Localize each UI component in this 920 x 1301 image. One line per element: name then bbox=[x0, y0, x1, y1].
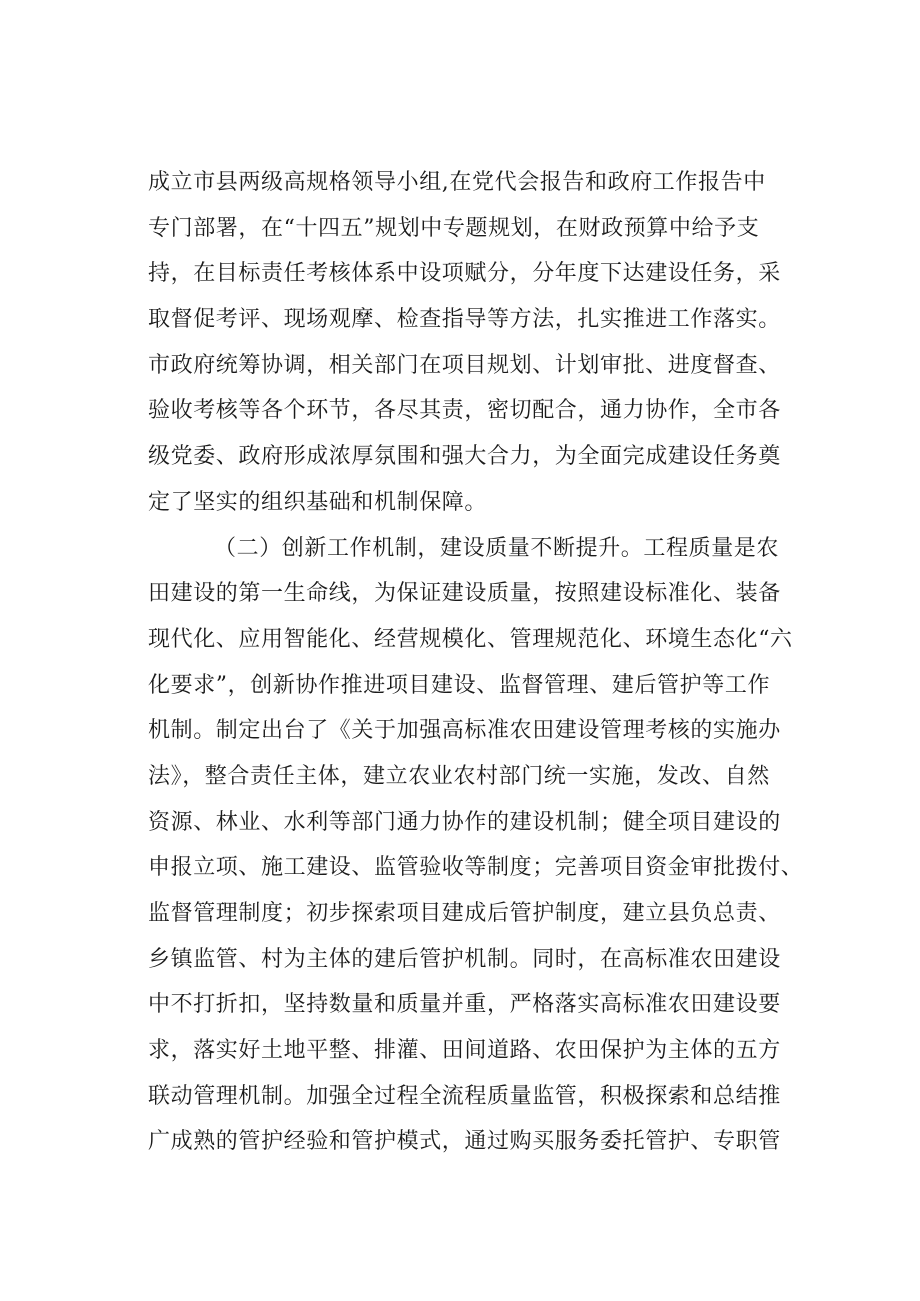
text-line: 级党委、政府形成浓厚氛围和强大合力，为全面完成建设任务奠 bbox=[148, 444, 781, 470]
text-line: 成立市县两级高规格领导小组,在党代会报告和政府工作报告中 bbox=[148, 170, 766, 195]
text-line: 联动管理机制。加强全过程全流程质量监管，积极探索和总结推 bbox=[148, 1083, 781, 1109]
text-line: 持，在目标责任考核体系中设项赋分，分年度下达建设任务，采 bbox=[148, 261, 781, 287]
text-line: 现代化、应用智能化、经营规模化、管理规范化、环境生态化“六 bbox=[148, 626, 793, 652]
body-text bbox=[148, 160, 808, 1165]
text-line: 中不打折扣，坚持数量和质量并重，严格落实高标准农田建设要 bbox=[148, 992, 781, 1018]
text-line: 验收考核等各个环节，各尽其责，密切配合，通力协作，全市各 bbox=[148, 398, 781, 424]
text-line: 田建设的第一生命线，为保证建设质量，按照建设标准化、装备 bbox=[148, 581, 781, 607]
text-line: 定了坚实的组织基础和机制保障。 bbox=[148, 489, 488, 515]
text-line: 机制。制定出台了《关于加强高标准农田建设管理考核的实施办 bbox=[148, 718, 781, 744]
text-line: 申报立项、施工建设、监管验收等制度；完善项目资金审批拨付、 bbox=[148, 855, 804, 881]
text-line: 监督管理制度；初步探索项目建成后管护制度，建立县负总责、 bbox=[148, 901, 781, 926]
text-line: 市政府统筹协调，相关部门在项目规划、计划审批、进度督查、 bbox=[148, 352, 781, 378]
text-line: 取督促考评、现场观摩、检查指导等方法，扎实推进工作落实。 bbox=[148, 307, 781, 333]
text-line: 化要求”，创新协作推进项目建设、监督管理、建后管护等工作 bbox=[148, 672, 771, 698]
text-line: 广成熟的管护经验和管护模式，通过购买服务委托管护、专职管 bbox=[148, 1129, 781, 1155]
text-line: 专门部署，在“十四五”规划中专题规划，在财政预算中给予支 bbox=[148, 215, 760, 241]
text-line: 资源、林业、水利等部门通力协作的建设机制；健全项目建设的 bbox=[148, 809, 781, 835]
text-line: 法》，整合责任主体，建立农业农村部门统一实施，发改、自然 bbox=[148, 763, 770, 789]
section-heading-line: （二）创新工作机制，建设质量不断提升。工程质量是农 bbox=[214, 535, 780, 561]
text-line: 乡镇监管、村为主体的建后管护机制。同时，在高标准农田建设 bbox=[148, 946, 781, 972]
text-line: 求，落实好土地平整、排灌、田间道路、农田保护为主体的五方 bbox=[148, 1038, 781, 1064]
